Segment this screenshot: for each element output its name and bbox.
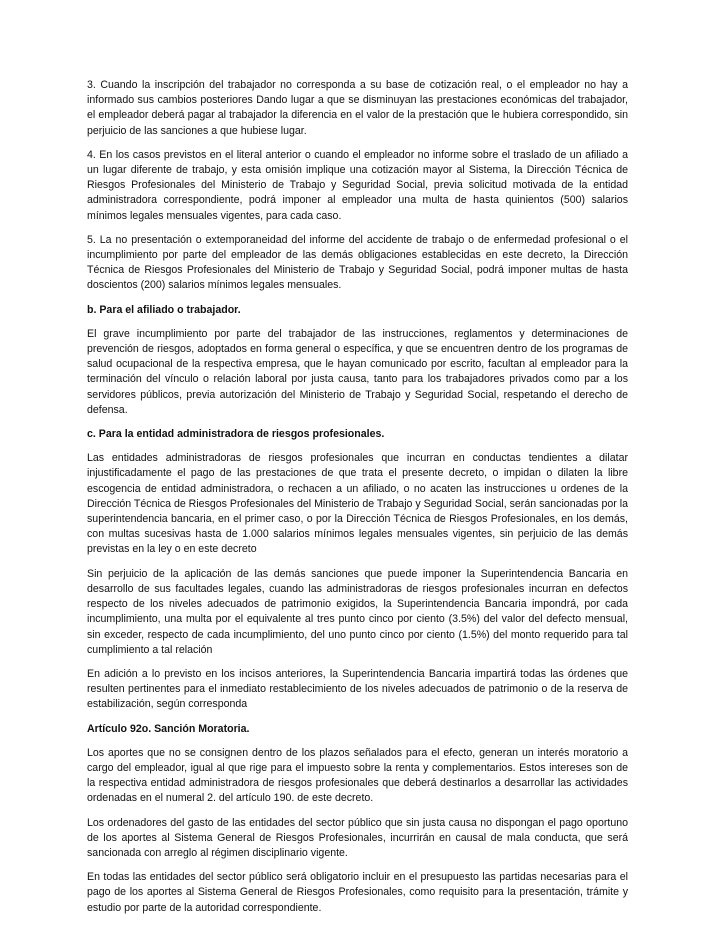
- paragraph-5: 5. La no presentación o extemporaneidad del informe del accidente de trabajo o de enfermedad profesional o el incumplimiento por parte del empleador de las demás obligaciones establecidas en este decreto, la Dirección Técnica de Riesgos Profesionales del Ministerio de Trabajo y Seguridad Social, podrá imponer multas de hasta doscientos (200) salarios mínimos legales mensuales.: [87, 233, 628, 292]
- paragraph-4: 4. En los casos previstos en el literal anterior o cuando el empleador no informe sobre el traslado de un afiliado a un lugar diferente de trabajo, y esta omisión implique una cotización mayor al Sistema, la Dirección Técnica de Riesgos Profesionales del Ministerio de Trabajo y Seguridad Social, previa solicitud motivada de la entidad administradora correspondiente, podrá imponer al empleador una multa de hasta quinientos (500) salarios mínimos legales mensuales vigentes, para cada caso.: [87, 148, 628, 222]
- paragraph-budget: En todas las entidades del sector público será obligatorio incluir en el presupuesto las partidas necesarias para el pago de los aportes al Sistema General de Riesgos Profesionales, como requisito para la presentación, trámite y estudio por parte de la autoridad correspondiente.: [87, 871, 628, 914]
- paragraph-addition: En adición a lo previsto en los incisos anteriores, la Superintendencia Bancaria impartirá todas las órdenes que resulten pertinentes para el inmediato restablecimiento de los niveles adecuados de patrimonio o de la reserva de estabilización, según corresponda: [87, 667, 628, 711]
- paragraph-worker: El grave incumplimiento por parte del trabajador de las instrucciones, reglamentos y determinaciones de prevención de riesgos, adoptados en forma general o específica, y que se encuentren dentro de los programas de salud ocupacional de la respectiva empresa, que le hayan comunicado por escrito, facultan al empleador para la terminación del vínculo o relación laboral por justa causa, tanto para los trabajadores privados como par a los servidores públicos, previa autorización del Ministerio de Trabajo y Seguridad Social, respetando el derecho de defensa.: [87, 327, 628, 416]
- section-heading-c: c. Para la entidad administradora de riesgos profesionales.: [87, 428, 385, 441]
- paragraph-public-spending: Los ordenadores del gasto de las entidades del sector público que sin justa causa no dispongan el pago oportuno de los aportes al Sistema General de Riesgos Profesionales, incurrirán en causal de mala conducta, que será sancionada con arreglo al régimen disciplinario vigente.: [87, 816, 628, 859]
- section-heading-b: b. Para el afiliado o trabajador.: [87, 303, 241, 316]
- paragraph-entities: Las entidades administradoras de riesgos profesionales que incurran en conductas tendientes a dilatar injustificadamente el pago de las prestaciones de que trata el presente decreto, o impidan o dilaten la libre escogencia de entidad administradora, o rechacen a un afiliado, o no acaten las instrucciones u ordenes de la Dirección Técnica de Riesgos Profesionales del Ministerio de Trabajo y Seguridad Social, serán sancionadas por la superintendencia bancaria, en el primer caso, o por la Dirección Técnica de Riesgos Profesionales, en los demás, con multas sucesivas hasta de 1.000 salarios mínimos legales mensuales vigentes, sin perjuicio de las demás previstas en la ley o en este decreto: [87, 452, 628, 556]
- document-page: [87, 78, 628, 925]
- article-heading-92: Artículo 92o. Sanción Moratoria.: [87, 722, 250, 735]
- paragraph-moratorium: Los aportes que no se consignen dentro de los plazos señalados para el efecto, generan un interés moratorio a cargo del empleador, igual al que rige para el impuesto sobre la renta y complementarios. Estos intereses son de la respectiva entidad administradora de riesgos profesionales que deberá destinarlos a desarrollar las actividades ordenadas en el numeral 2. del artículo 190. de este decreto.: [87, 746, 628, 805]
- paragraph-3: 3. Cuando la inscripción del trabajador no corresponda a su base de cotización real, o el empleador no hay a informado sus cambios posteriores Dando lugar a que se disminuyan las prestaciones económicas del trabajador, el empleador deberá pagar al trabajador la diferencia en el valor de la prestación que le hubiera correspondido, sin perjuicio de las sanciones a que hubiese lugar.: [87, 79, 628, 137]
- paragraph-sanctions: Sin perjuicio de la aplicación de las demás sanciones que puede imponer la Superintendencia Bancaria en desarrollo de sus facultades legales, cuando las administradoras de riesgos profesionales incurran en defectos respecto de los niveles adecuados de patrimonio exigidos, la Superintendencia Bancaria impondrá, por cada incumplimiento, una multa por el equivalente al tres punto cinco por ciento (3.5%) del valor del defecto mensual, sin exceder, respecto de cada incumplimiento, del uno punto cinco por ciento (1.5%) del monto requerido para tal cumplimiento a tal relación: [87, 567, 628, 656]
